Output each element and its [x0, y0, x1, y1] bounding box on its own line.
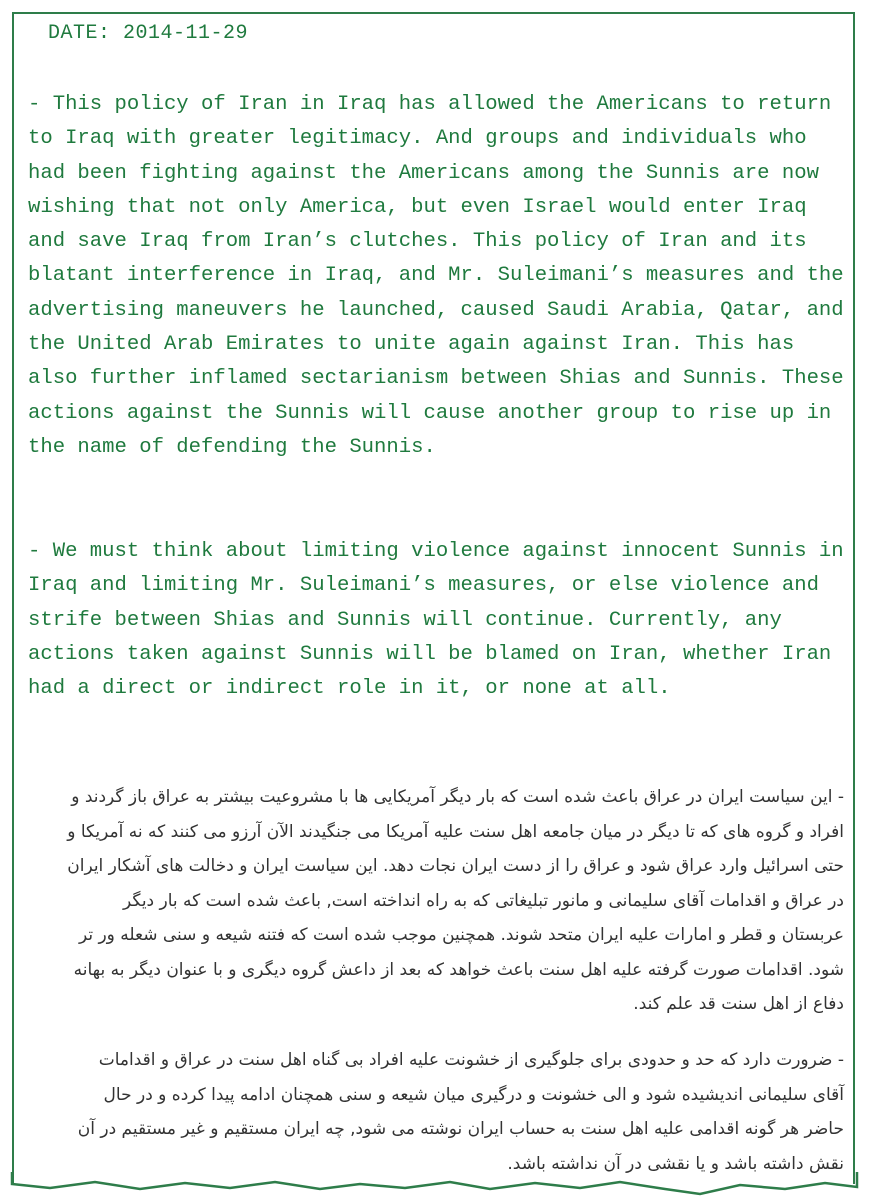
document-date: DATE: 2014-11-29: [48, 22, 249, 45]
persian-paragraph-2: - ضرورت دارد که حد و حدودی برای جلوگیری از خشونت علیه افراد بی گناه اهل سنت در عراق و اقدامات آقای سلیمانی اندیشیده شود و الی خشونت و درگیری میان شیعه و سنی همچنان ادامه پیدا کرده و در حال حاضر هر گونه اقدامی علیه اهل سنت به حساب ایران نوشته می شود, چه ایران مستقیم و غیر مستقیم در آن نقش داشته باشد و یا نقشی در آن نداشته باشد.: [77, 1050, 844, 1174]
persian-paragraph-1: - این سیاست ایران در عراق باعث شده است که بار دیگر آمریکایی ها با مشروعیت بیشتر به عراق باز گردند و افراد و گروه های که تا دیگر در میان جامعه اهل سنت علیه آمریکا می جنگیدند الآن آرزو می کنند که نه آمریکا و حتی اسرائیل وارد عراق شود و عراق را از دست ایران نجات دهد. این سیاست ایران و دخالت های آشکار ایران در عراق و اقدامات آقای سلیمانی و مانور تبلیغاتی که به راه انداخته است, باعث شده است که بار دیگر عربستان و قطر و امارات علیه ایران متحد شوند. همچنین موجب شده است که فتنه شیعه و سنی شعله ور تر شود. اقدامات صورت گرفته علیه اهل سنت باعث خواهد که بعد از داعش گروه دیگری و با عنوان دیگر به بهانه دفاع از اهل سنت قد علم کند.: [67, 787, 844, 1014]
english-paragraph-2: - We must think about limiting violence against innocent Sunnis in Iraq and limiting Mr. Suleimani’s measures, or else violence and strife between Shias and Sunnis will continue. Currently, any actions taken against Sunnis will be blamed on Iran, whether Iran had a direct or indirect role in it, or none at all.: [28, 540, 844, 701]
english-paragraph-1: - This policy of Iran in Iraq has allowed the Americans to return to Iraq with greater legitimacy. And groups and individuals who had been fighting against the Americans among the Sunnis are now wishing that not only America, but even Israel would enter Iraq and save Iraq from Iran’s clutches. This policy of Iran and its blatant interference in Iraq, and Mr. Suleimani’s measures and the advertising maneuvers he launched, caused Saudi Arabia, Qatar, and the United Arab Emirates to unite again against Iran. This has also further inflamed sectarianism between Shias and Sunnis. These actions against the Sunnis will cause another group to rise up in the name of defending the Sunnis.: [28, 93, 844, 459]
